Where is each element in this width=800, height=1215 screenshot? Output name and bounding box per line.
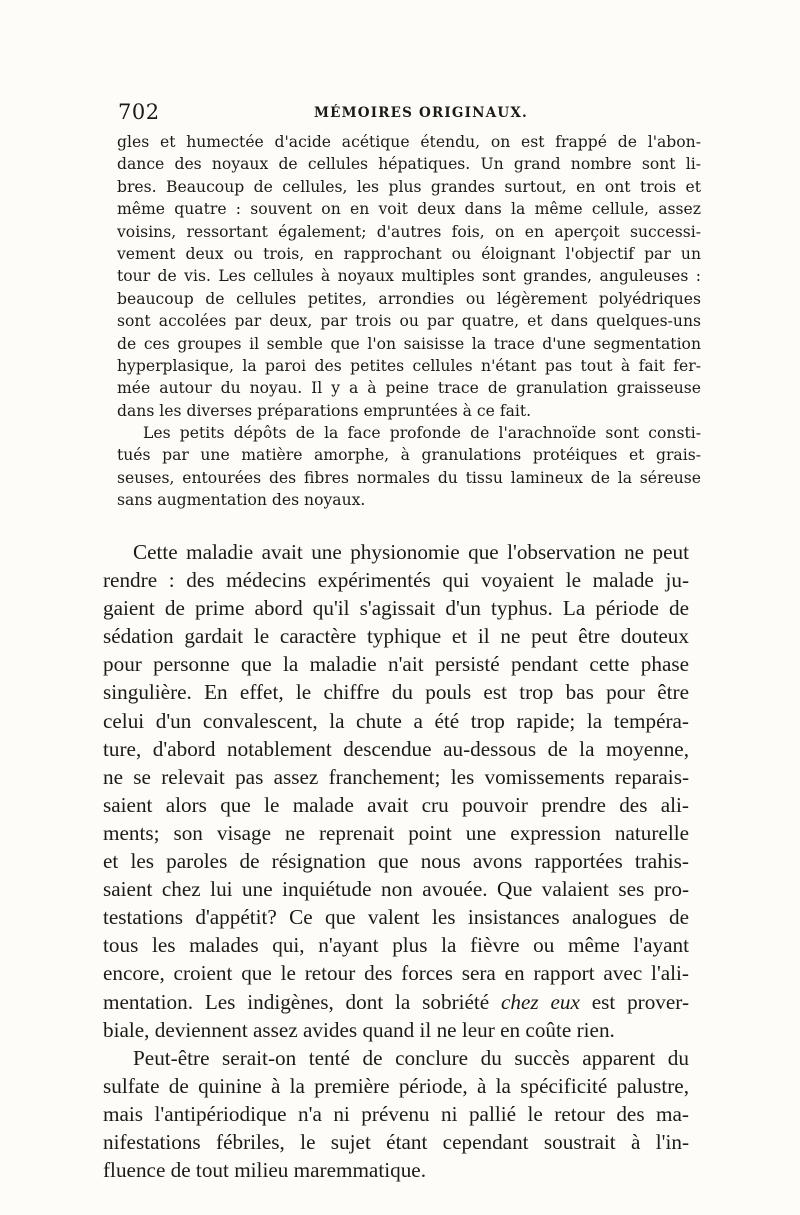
main-line: testations d'appétit? Ce que valent les insistances analogues de	[103, 905, 689, 930]
main-line: pour personne que la maladie n'ait persisté pendant cette phase	[103, 652, 689, 677]
main-line: ments; son visage ne reprenait point une expression naturelle	[103, 820, 689, 845]
main-line: mais l'antipériodique n'a ni prévenu ni pallié le retour des ma-	[103, 1101, 689, 1126]
main-line: biale, deviennent assez avides quand il ne leur en coûte rien.	[103, 1017, 615, 1042]
main-line: encore, croient que le retour des forces sera en rapport avec l'ali-	[103, 961, 689, 986]
notes-line: beaucoup de cellules petites, arrondies ou légèrement polyédriques	[117, 289, 701, 308]
main-line: sulfate de quinine à la première période, à la spécificité palustre,	[103, 1073, 689, 1098]
main-line-segment: mentation. Les indigènes, dont la sobriété	[103, 989, 490, 1014]
main-line: Peut-être serait-on tenté de conclure du succès apparent du	[133, 1045, 689, 1070]
main-line-with-italic	[103, 988, 689, 1016]
observation-notes	[117, 131, 701, 512]
notes-line: dance des noyaux de cellules hépatiques. Un grand nombre sont li-	[117, 155, 701, 174]
running-title: MÉMOIRES ORIGINAUX.	[314, 105, 528, 121]
main-line: sédation gardait le caractère typhique et il ne peut être douteux	[103, 624, 689, 649]
notes-line: de ces groupes il semble que l'on saisisse la trace d'une segmentation	[117, 334, 701, 353]
main-line: celui d'un convalescent, la chute a été trop rapide; la tempéra-	[103, 708, 689, 733]
notes-line: tués par une matière amorphe, à granulations protéiques et grais-	[117, 446, 701, 465]
main-line: ture, d'abord notablement descendue au-dessous de la moyenne,	[103, 736, 689, 761]
main-line-segment: est prover-	[591, 989, 689, 1014]
notes-line: mée autour du noyau. Il y a à peine trace de granulation graisseuse	[117, 379, 701, 398]
main-line: saient chez lui une inquiétude non avouée. Que valaient ses pro-	[103, 877, 689, 902]
main-line: singulière. En effet, le chiffre du pouls est trop bas pour être	[103, 680, 689, 705]
notes-line: sans augmentation des noyaux.	[117, 491, 366, 510]
main-line: nifestations fébriles, le sujet étant cependant soustrait à l'in-	[103, 1129, 689, 1154]
main-line: fluence de tout milieu maremmatique.	[103, 1158, 426, 1183]
notes-line: hyperplasique, la paroi des petites cellules n'étant pas tout à fait fer-	[117, 356, 701, 375]
main-line: rendre : des médecins expérimentés qui voyaient le malade ju-	[103, 568, 689, 593]
main-line: gaient de prime abord qu'il s'agissait d'un typhus. La période de	[103, 596, 689, 621]
main-line: saient alors que le malade avait cru pouvoir prendre des ali-	[103, 792, 689, 817]
notes-line: même quatre : souvent on en voit deux dans la même cellule, assez	[117, 200, 701, 219]
notes-line: voisins, ressortant également; d'autres fois, on en aperçoit successi-	[117, 222, 701, 241]
main-line: ne se relevait pas assez franchement; les vomissements reparais-	[103, 764, 689, 789]
notes-line: dans les diverses préparations empruntées à ce fait.	[117, 401, 532, 420]
page-number: 702	[118, 100, 160, 124]
notes-line: bres. Beaucoup de cellules, les plus grandes surtout, en ont trois et	[117, 177, 701, 196]
notes-line: gles et humectée d'acide acétique étendu, on est frappé de l'abon-	[117, 133, 701, 151]
main-line: tous les malades qui, n'ayant plus la fièvre ou même l'ayant	[103, 933, 689, 958]
notes-line: Les petits dépôts de la face profonde de l'arachnoïde sont consti-	[143, 424, 701, 443]
notes-line: sont accolées par deux, par trois ou par quatre, et dans quelques-uns	[117, 312, 701, 331]
main-line: Cette maladie avait une physionomie que l'observation ne peut	[133, 540, 689, 564]
main-text	[103, 538, 689, 1184]
main-line: et les paroles de résignation que nous avons rapportées trahis-	[103, 849, 689, 874]
notes-line: seuses, entourées des fibres normales du tissu lamineux de la séreuse	[117, 468, 701, 487]
running-head	[118, 100, 698, 126]
notes-line: tour de vis. Les cellules à noyaux multiples sont grandes, anguleuses :	[117, 267, 701, 286]
notes-line: vement deux ou trois, en rapprochant ou éloignant l'objectif par un	[117, 244, 701, 263]
italic-phrase: chez eux	[501, 989, 580, 1014]
